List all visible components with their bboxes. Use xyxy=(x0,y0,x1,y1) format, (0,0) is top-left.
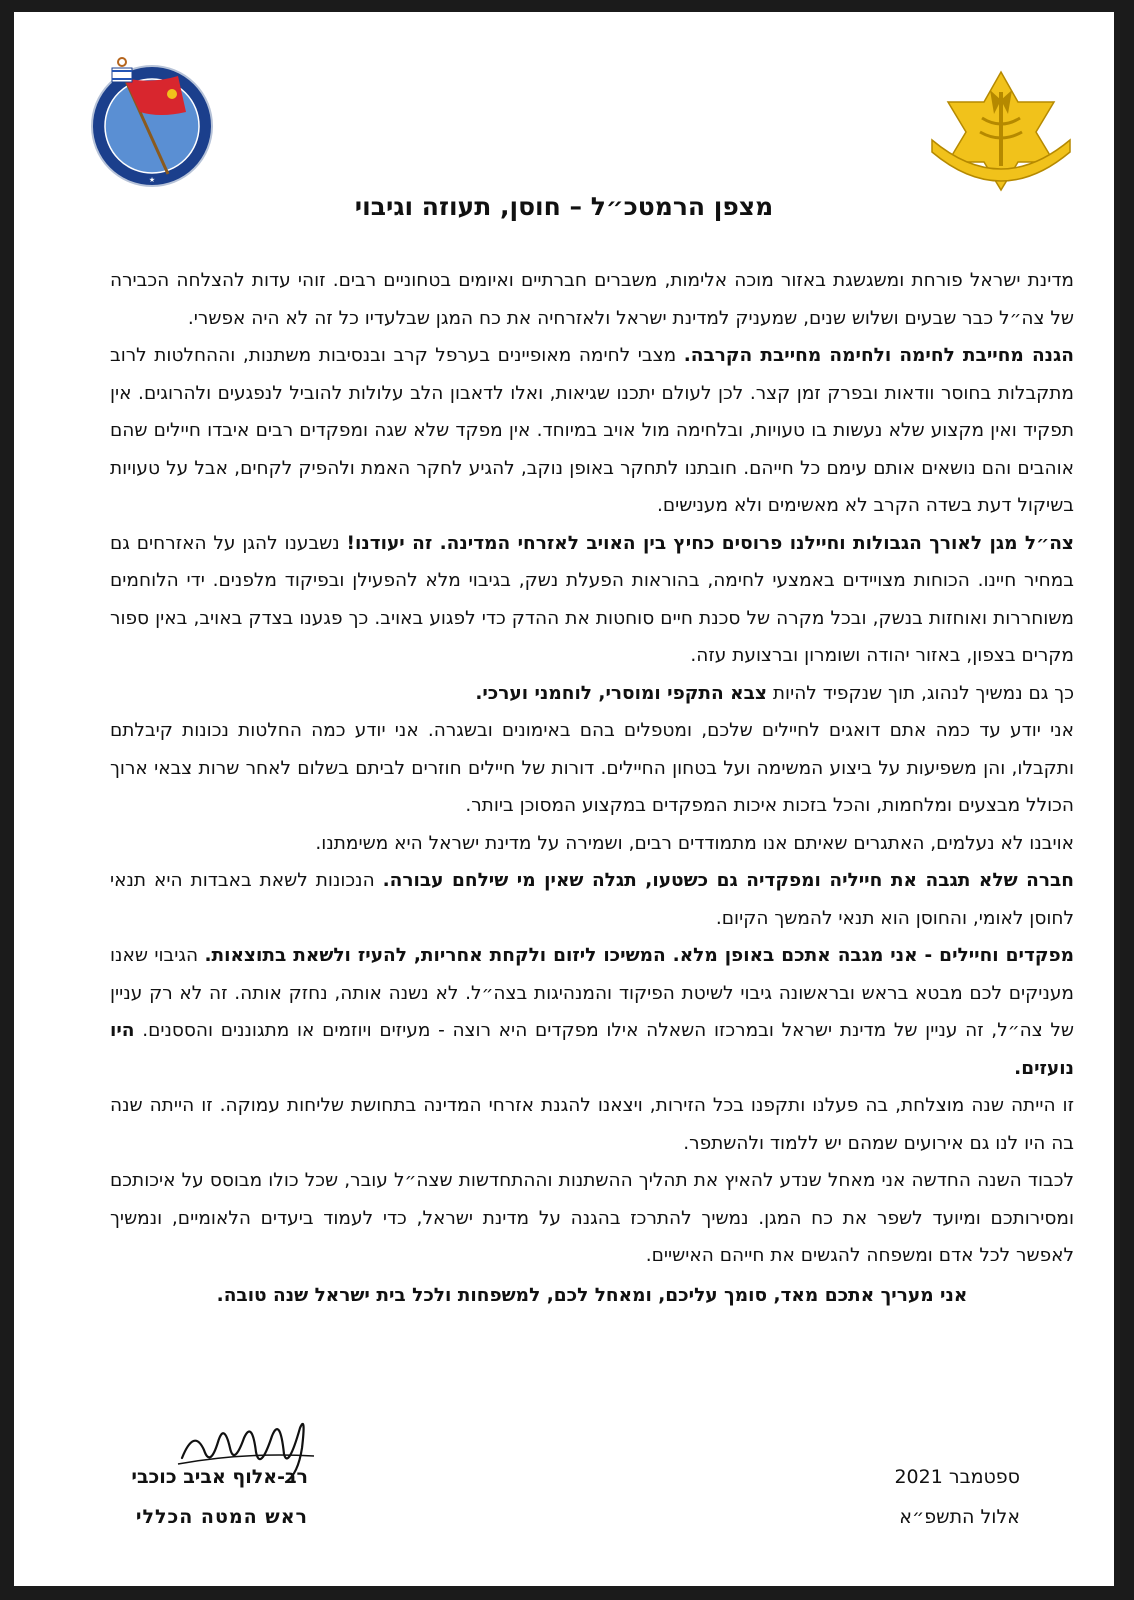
paragraph: חברה שלא תגבה את חייליה ומפקדיה גם כשטעו, תגלה שאין מי שילחם עבורה. הנכונות לשאת באבדות היא תנאי לחוסן לאומי, והחוסן הוא תנאי להמשך הקיום. xyxy=(110,870,1074,929)
paragraph: הגנה מחייבת לחימה ולחימה מחייבת הקרבה. מצבי לחימה מאופיינים בערפל קרב ובנסיבות משתנות, וההחלטות לרוב מתקבלות בחוסר וודאות ובפרק זמן קצר. לכן לעולם יתכנו שגיאות, ואלו לדאבון הלב עלולות להוביל לנפגעים ולהרוגים. אין תפקיד ואין מקצוע שלא נעשות בו טעויות, ובלחימה מול אויב במיוחד. אין מפקד שלא שגה ומפקדים רבים איבדו חיילים שהם אוהבים והם נושאים אותם עימם כל חייהם. חובתנו לתחקר באופן נוקב, להגיע לחקר האמת ולהפיק לקחים, אבל על טעויות בשיקול דעת בשדה הקרב לא מאשימים ולא מענישים. xyxy=(110,345,1075,516)
date-hebrew: אלול התשפ״א xyxy=(899,1506,1020,1528)
general-staff-emblem-icon xyxy=(82,54,222,190)
paragraph: זו הייתה שנה מוצלחת, בה פעלנו ותקפנו בכל הזירות, ויצאנו להגנת אזרחי המדינה בתחושת שליחות עמוקה. זו הייתה שנה בה היו לנו גם אירועים שמהם יש ללמוד ולהשתפר. xyxy=(110,1095,1074,1154)
closing-line: אני מעריך אתכם מאד, סומך עליכם, ומאחל לכם, למשפחות ולכל בית ישראל שנה טובה. xyxy=(216,1284,968,1306)
paragraph: אני יודע עד כמה אתם דואגים לחיילים שלכם, ומטפלים בהם באימונים ובשגרה. אני יודע כמה החלטות נכונות קיבלתם ותקבלו, והן משפיעות על ביצוע המשימה ועל בטחון החיילים. דורות של חיילים חוזרים לביתם בשלום לאחר שרות צבאי ארוך הכולל מבצעים ומלחמות, והכל בזכות איכות המפקדים במקצוע המסוכן ביותר. xyxy=(110,720,1074,816)
paragraph: לכבוד השנה החדשה אני מאחל שנדע להאיץ את תהליך ההשתנות וההתחדשות שצה״ל עובר, שכל כולו מבוסס על איכותכם ומסירותכם ומיועד לשפר את כח המגן. נמשיך להתרכז בהגנה על מדינת ישראל, כדי לעמוד ביעדים הלאומיים, ונמשיך לאפשר לכל אדם ומשפחה להגשים את חייהם האישיים. xyxy=(110,1170,1074,1266)
letter-body xyxy=(110,262,1074,1314)
svg-text:★: ★ xyxy=(148,176,156,184)
letter-page xyxy=(14,12,1114,1586)
date-gregorian: ספטמבר 2021 xyxy=(894,1466,1020,1488)
letter-title: מצפן הרמטכ״ל – חוסן, תעוזה וגיבוי xyxy=(354,192,774,221)
paragraph: צה״ל מגן לאורך הגבולות וחיילנו פרוסים כחיץ בין האויב לאזרחי המדינה. זה יעודנו! נשבענו להגן על האזרחים גם במחיר חיינו. הכוחות מצויידים באמצעי לחימה, בהוראות הפעלת נשק, בגיבוי מלא להפעילן ובפיקוד מלפנים. ידי הלוחמים משוחררות ואוחזות בנשק, ובכל מקרה של סכנת חיים סוחטות את ההדק כדי לפגוע באויב. כך פגענו בצדק באויב, באין ספור מקרים בצפון, באזור יהודה ושומרון וברצועת עזה. xyxy=(110,532,1075,666)
signer-role: ראש המטה הכללי xyxy=(135,1506,308,1528)
paragraph: מפקדים וחיילים - אני מגבה אתכם באופן מלא. המשיכו ליזום ולקחת אחריות, להעיז ולשאת בתוצאות. הגיבוי שאנו מעניקים לכם מבטא בראש ובראשונה גיבוי לשיטת הפיקוד והמנהיגות בצה״ל. לא נשנה אותה, נחזק אותה. זה לא רק עניין של צה״ל, זה עניין של מדינת ישראל ובמרכזו השאלה אילו מפקדים היא רוצה - מעיזים ויוזמים או מתגוננים והססנים. היו נועזים. xyxy=(110,945,1074,1079)
signer-name: רב-אלוף אביב כוכבי xyxy=(131,1466,308,1488)
idf-emblem-icon xyxy=(922,70,1080,192)
paragraph: מדינת ישראל פורחת ומשגשגת באזור מוכה אלימות, משברים חברתיים ואיומים בטחוניים רבים. זוהי עדות להצלחה הכבירה של צה״ל כבר שבעים ושלוש שנים, שמעניק למדינת ישראל ולאזרחיה את כח המגן שבלעדיו כל זה לא היה אפשרי. xyxy=(110,270,1074,329)
paragraph: אויבנו לא נעלמים, האתגרים שאיתם אנו מתמודדים רבים, ושמירה על מדינת ישראל היא משימתנו. xyxy=(315,832,1074,854)
paragraph: כך גם נמשיך לנהוג, תוך שנקפיד להיות צבא התקפי ומוסרי, לוחמני וערכי. xyxy=(475,682,1074,704)
